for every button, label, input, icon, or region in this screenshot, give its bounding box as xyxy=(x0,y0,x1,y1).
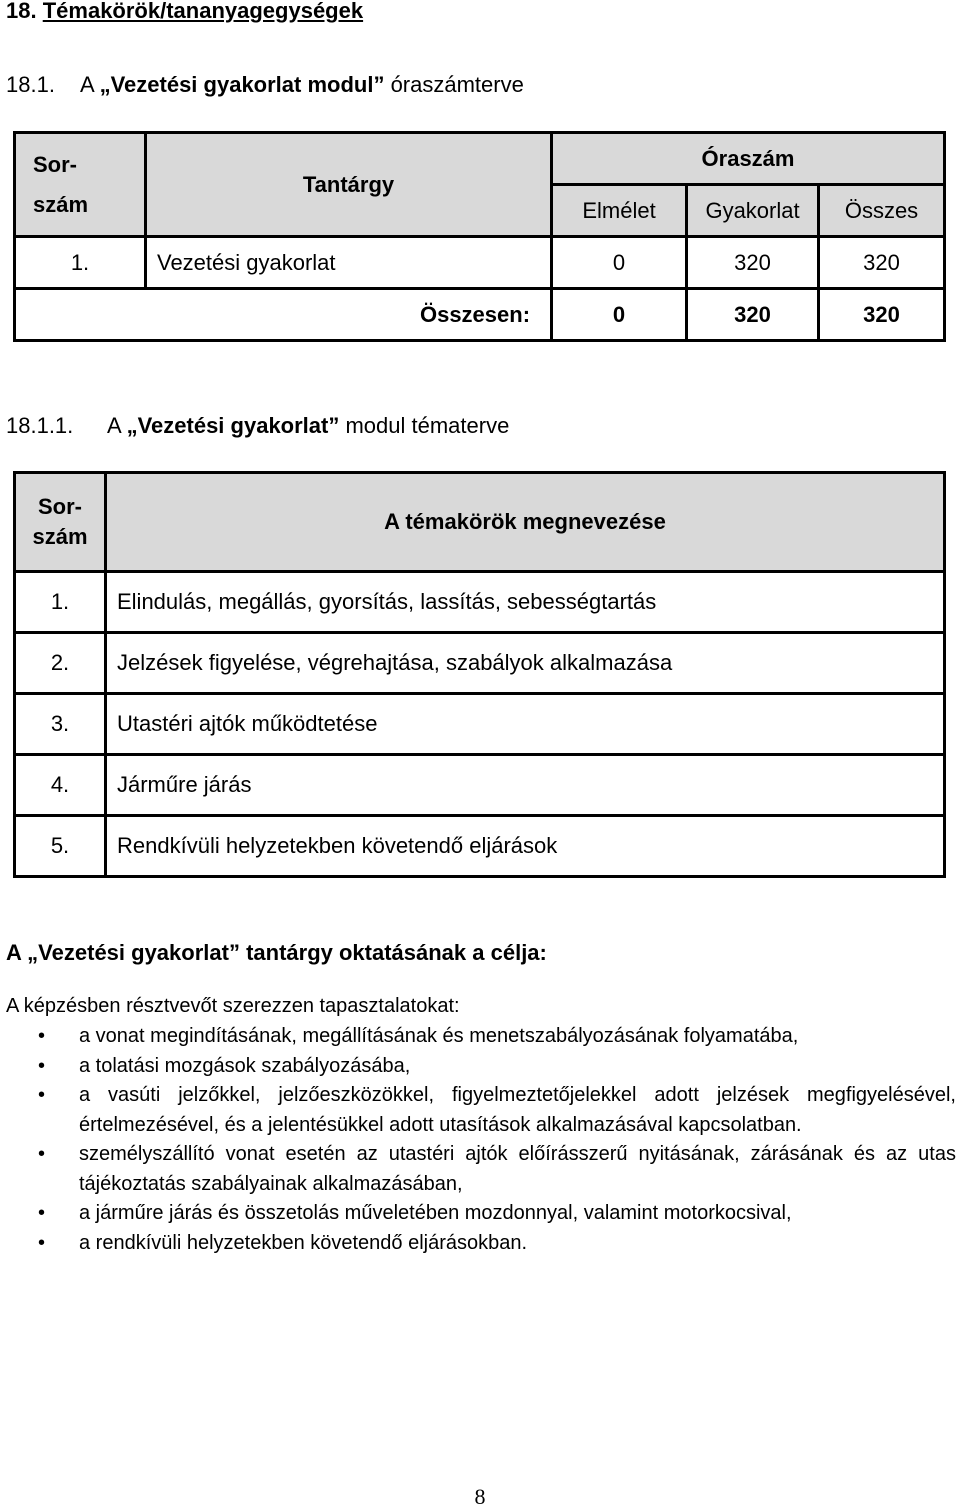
list-item: • személyszállító vonat esetén az utastéri ajtók előírásszerű nyitásának, zárásának és az utas tájékoztatás szabályainak alkalmazásában, xyxy=(6,1140,956,1199)
hours-header-hours: Óraszám xyxy=(552,133,945,185)
hours-total-label: Összesen: xyxy=(15,289,552,341)
hours-subheader-theory: Elmélet xyxy=(552,185,687,237)
table-row xyxy=(15,237,945,289)
list-item: • a vonat megindításának, megállításának és menetszabályozásának folyamatába, xyxy=(6,1022,956,1052)
hours-total-total: 320 xyxy=(819,289,945,341)
table-row xyxy=(15,755,945,816)
topics-header-name: A témakörök megnevezése xyxy=(106,473,945,572)
topics-header-sorszam: Sor- szám xyxy=(15,473,106,572)
list-item: • a rendkívüli helyzetekben követendő eljárásokban. xyxy=(6,1229,956,1259)
subsection-suffix: óraszámterve xyxy=(384,72,524,97)
topic-num: 5. xyxy=(15,816,106,877)
table-row xyxy=(15,572,945,633)
goal-intro: A képzésben résztvevőt szerezzen tapasztalatokat: xyxy=(6,995,460,1017)
goal-bullet-list xyxy=(6,1022,956,1258)
subsubsection-suffix: modul tématerve xyxy=(339,413,510,438)
hours-row-total: 320 xyxy=(819,237,945,289)
hours-row-num: 1. xyxy=(15,237,146,289)
hours-row-theory: 0 xyxy=(552,237,687,289)
table-row xyxy=(15,633,945,694)
topic-num: 4. xyxy=(15,755,106,816)
topic-name: Jelzések figyelése, végrehajtása, szabályok alkalmazása xyxy=(106,633,945,694)
topic-num: 2. xyxy=(15,633,106,694)
hours-subheader-practice: Gyakorlat xyxy=(687,185,819,237)
subsubsection-heading xyxy=(6,413,509,439)
topic-num: 3. xyxy=(15,694,106,755)
hours-subheader-total: Összes xyxy=(819,185,945,237)
hours-header-subject: Tantárgy xyxy=(145,133,551,237)
hours-total-practice: 320 xyxy=(687,289,819,341)
subsection-number: 18.1. xyxy=(6,72,55,97)
total-row xyxy=(15,289,945,341)
goal-heading: A „Vezetési gyakorlat” tantárgy oktatásának a célja: xyxy=(6,940,547,965)
table-row xyxy=(15,816,945,877)
hours-row-subject: Vezetési gyakorlat xyxy=(145,237,551,289)
subsubsection-number: 18.1.1. xyxy=(6,413,74,438)
section-title: Témakörök/tananyagegységek xyxy=(42,0,364,23)
topic-name: Rendkívüli helyzetekben követendő eljárások xyxy=(106,816,945,877)
section-number: 18. xyxy=(6,0,37,23)
table-row xyxy=(15,694,945,755)
subsubsection-bold: „Vezetési gyakorlat” xyxy=(126,413,340,438)
subsubsection-prefix: A xyxy=(107,413,127,438)
page-number: 8 xyxy=(474,1484,486,1509)
topic-name: Járműre járás xyxy=(106,755,945,816)
subsection-prefix: A xyxy=(80,72,100,97)
topic-name: Utastéri ajtók működtetése xyxy=(106,694,945,755)
list-item: • a tolatási mozgások szabályozásába, xyxy=(6,1052,956,1082)
section-heading xyxy=(6,0,363,24)
subsection-heading xyxy=(6,72,524,98)
topic-num: 1. xyxy=(15,572,106,633)
topic-name: Elindulás, megállás, gyorsítás, lassítás, sebességtartás xyxy=(106,572,945,633)
topics-table xyxy=(13,471,946,878)
subsection-bold: „Vezetési gyakorlat modul” xyxy=(99,72,385,97)
list-item: • a vasúti jelzőkkel, jelzőeszközökkel, figyelmeztetőjelekkel adott jelzések megfigyelésével, értelmezésével, és a jelentésükkel adott utasítások alkalmazásával kapcsolatban. xyxy=(6,1081,956,1140)
hours-row-practice: 320 xyxy=(687,237,819,289)
hours-table xyxy=(13,131,946,342)
hours-total-theory: 0 xyxy=(552,289,687,341)
hours-header-sorszam: Sor- szám xyxy=(15,133,146,237)
list-item: • a járműre járás és összetolás műveletében mozdonnyal, valamint motorkocsival, xyxy=(6,1199,956,1229)
